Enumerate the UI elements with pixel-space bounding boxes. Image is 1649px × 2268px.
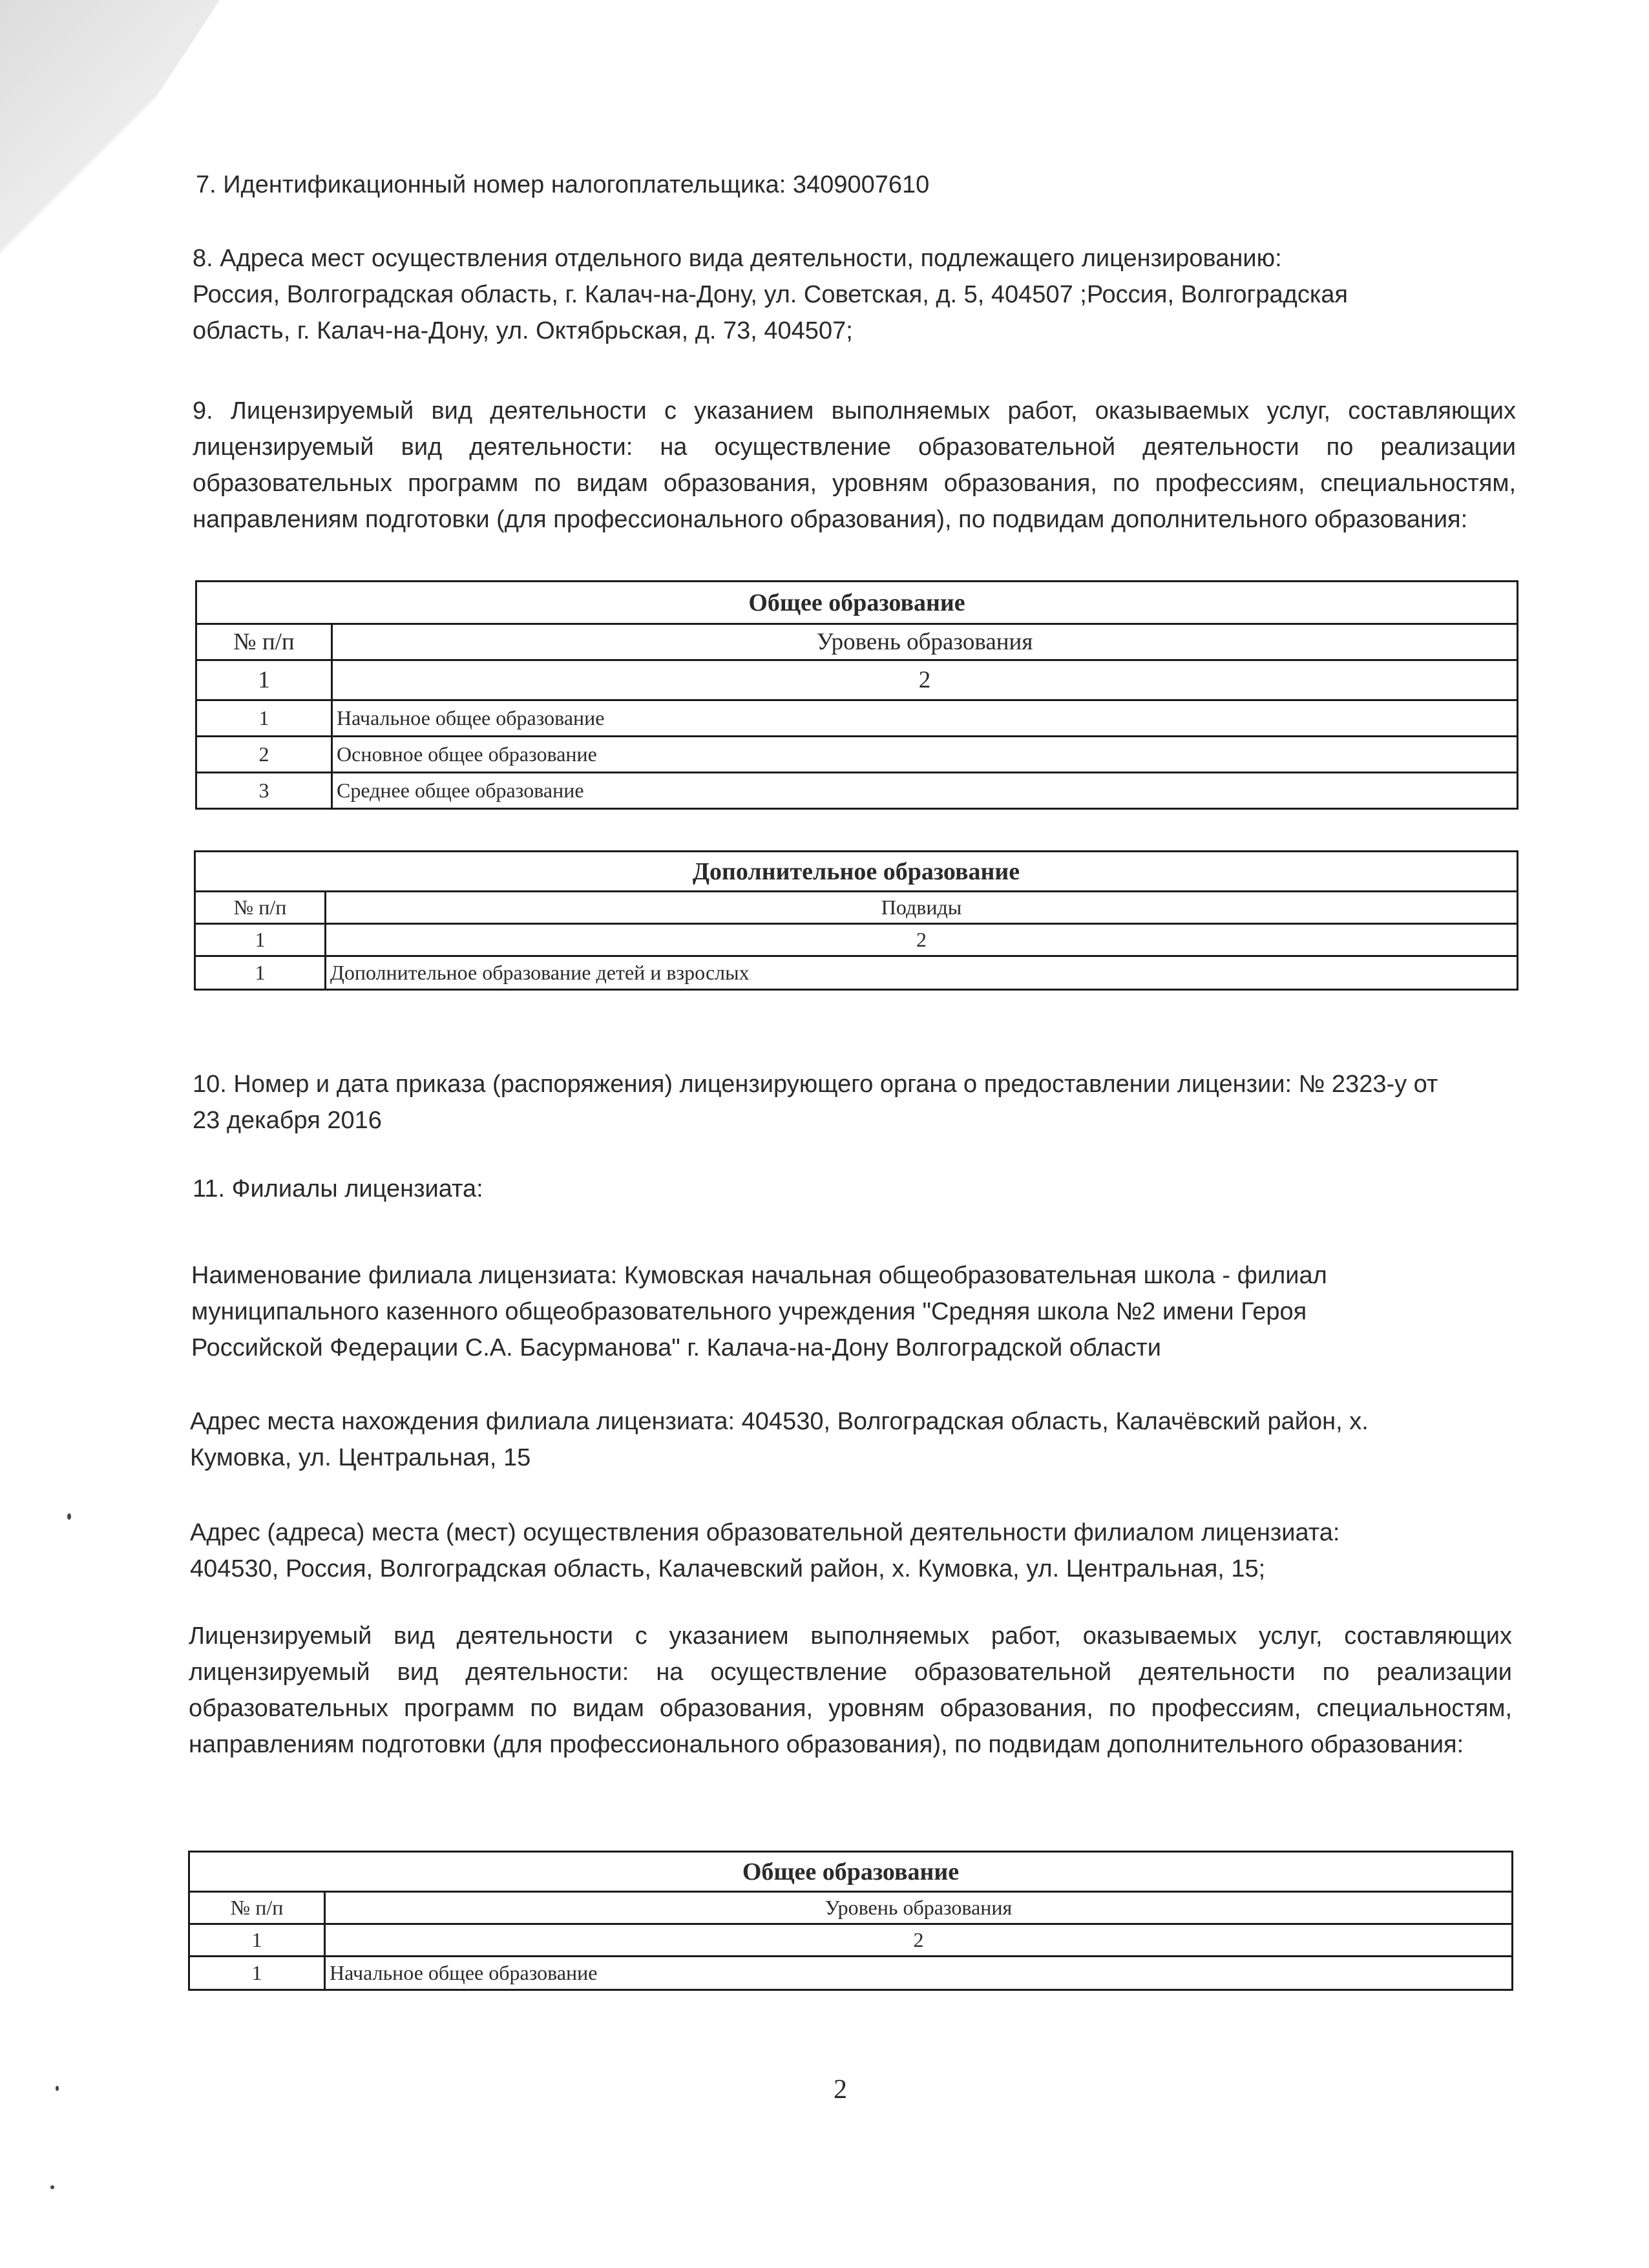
column-index-2: 2 — [326, 924, 1518, 956]
table-row — [196, 700, 1518, 737]
row-subtype: Дополнительное образование детей и взрослых — [326, 956, 1518, 990]
row-number: 3 — [196, 773, 332, 809]
scan-speck — [50, 2185, 54, 2189]
row-level: Основное общее образование — [332, 737, 1518, 773]
column-header-number: № п/п — [196, 624, 332, 660]
column-index-1: 1 — [196, 660, 332, 700]
column-header-number: № п/п — [189, 1892, 325, 1924]
branch-licensed-activity: Лицензируемый вид деятельности с указанием выполняемых работ, оказываемых услуг, составляющих лицензируемый вид деятельности: на осуществление образовательной деятельности по реализации образовательных программ по видам образования, уровням образования, по профессиям, специальностям, направлениям подготовки (для профессионального образования), по подвидам дополнительного образования: — [189, 1622, 1512, 1758]
item-10-order — [193, 1066, 1524, 1139]
general-education-table-2 — [188, 1851, 1513, 1991]
column-index-2: 2 — [325, 1924, 1513, 1957]
additional-education-table — [194, 850, 1518, 991]
item-8-heading: 8. Адреса мест осуществления отдельного вида деятельности, подлежащего лицензированию: — [193, 245, 1282, 272]
table-row — [196, 737, 1518, 773]
branch-location — [190, 1403, 1521, 1476]
item-11-branches: 11. Филиалы лицензиата: — [193, 1175, 483, 1202]
row-number: 1 — [195, 956, 326, 990]
item-8-address-line-2: область, г. Калач-на-Дону, ул. Октябрьская, д. 73, 404507; — [193, 317, 853, 344]
item-9-licensed-activity: 9. Лицензируемый вид деятельности с указанием выполняемых работ, оказываемых услуг, составляющих лицензируемый вид деятельности: на осуществление образовательной деятельности по реализации образовательных программ по видам образования, уровням образования, по профессиям, специальностям, направлениям подготовки (для профессионального образования), по подвидам дополнительного образования: — [193, 397, 1516, 533]
table-title: Дополнительное образование — [195, 852, 1518, 892]
table-row — [189, 1957, 1513, 1990]
item-10-line-2: 23 декабря 2016 — [193, 1107, 382, 1134]
column-index-1: 1 — [195, 924, 326, 956]
scan-speck — [56, 2086, 59, 2091]
table-title: Общее образование — [189, 1852, 1513, 1892]
branch-name-line-3: Российской Федерации С.А. Басурманова" г. Калача-на-Дону Волгоградской области — [191, 1334, 1161, 1361]
branch-location-line-1: Адрес места нахождения филиала лицензиата: 404530, Волгоградская область, Калачёвский район, х. — [190, 1408, 1369, 1435]
page-number: 2 — [834, 2075, 847, 2105]
row-number: 2 — [196, 737, 332, 773]
column-header-subtypes: Подвиды — [326, 892, 1518, 924]
branch-activity-address-line-2: 404530, Россия, Волгоградская область, Калачевский район, х. Кумовка, ул. Центральная, 15; — [190, 1555, 1266, 1582]
branch-activity-address — [190, 1515, 1521, 1587]
folded-corner — [0, 0, 220, 336]
column-header-number: № п/п — [195, 892, 326, 924]
item-10-line-1: 10. Номер и дата приказа (распоряжения) лицензирующего органа о предоставлении лицензии: № 2323-у от — [193, 1071, 1438, 1098]
row-number: 1 — [196, 700, 332, 737]
branch-name-line-2: муниципального казенного общеобразовательного учреждения "Средняя школа №2 имени Героя — [191, 1298, 1307, 1325]
table-row — [196, 773, 1518, 809]
item-8-address-line-1: Россия, Волгоградская область, г. Калач-на-Дону, ул. Советская, д. 5, 404507 ;Россия, Волгоградская — [193, 281, 1349, 308]
table-title: Общее образование — [196, 582, 1518, 624]
row-number: 1 — [189, 1957, 325, 1990]
row-level: Начальное общее образование — [325, 1957, 1513, 1990]
column-index-2: 2 — [332, 660, 1518, 700]
branch-activity-address-line-1: Адрес (адреса) места (мест) осуществления образовательной деятельности филиалом лицензиата: — [190, 1519, 1340, 1546]
branch-location-line-2: Кумовка, ул. Центральная, 15 — [190, 1444, 531, 1471]
column-index-1: 1 — [189, 1924, 325, 1957]
scan-speck — [67, 1513, 71, 1520]
table-row — [195, 956, 1518, 990]
branch-name — [191, 1257, 1522, 1366]
general-education-table-1 — [195, 580, 1518, 810]
column-header-level: Уровень образования — [332, 624, 1518, 660]
row-level: Среднее общее образование — [332, 773, 1518, 809]
item-8-addresses — [193, 240, 1524, 349]
column-header-level: Уровень образования — [325, 1892, 1513, 1924]
item-7-tax-id: 7. Идентификационный номер налогоплательщика: 3409007610 — [196, 171, 930, 198]
row-level: Начальное общее образование — [332, 700, 1518, 737]
branch-name-line-1: Наименование филиала лицензиата: Кумовская начальная общеобразовательная школа - филиал — [191, 1262, 1327, 1289]
